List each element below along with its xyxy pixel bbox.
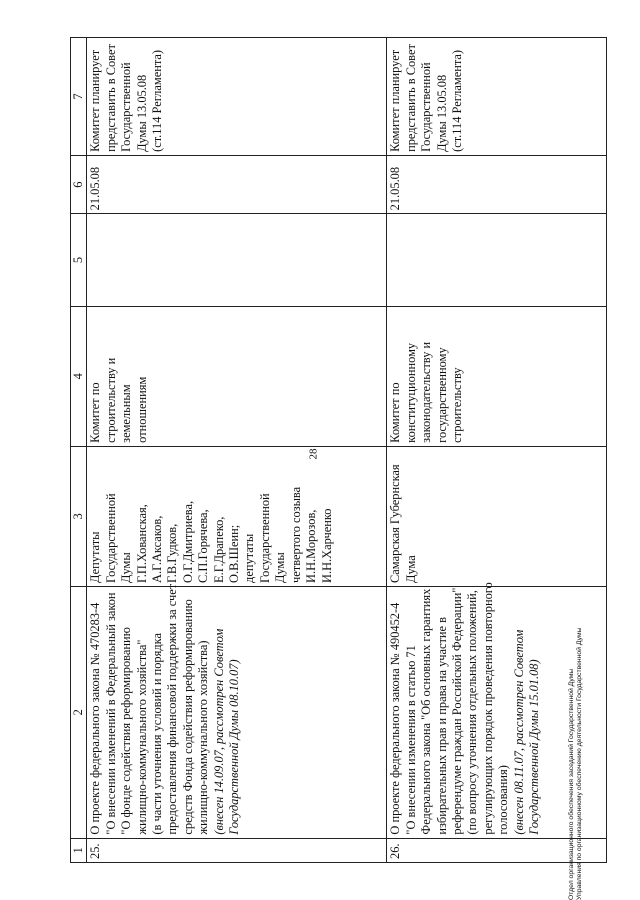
description-line: жилищно-коммунального хозяйства) [196, 640, 211, 835]
author-line: депутаты [242, 533, 257, 583]
committee-line: Комитет по [88, 382, 103, 443]
description-line: О проекте федерального закона № 490452-4 [388, 602, 403, 835]
footer [568, 628, 584, 900]
header-col-3: 3 [71, 446, 87, 586]
committee-line: земельным [119, 384, 134, 443]
description-line: средств Фонда содействия реформированию [180, 599, 195, 835]
author-line: Думы [273, 552, 288, 583]
bill-note-line: Государственной Думы 08.10.07) [227, 659, 242, 835]
plan-line: (ст.114 Регламента) [150, 49, 165, 152]
author-line: Дума [403, 555, 418, 583]
description-line: "О внесении изменений в Федеральный закон [103, 592, 118, 835]
footer-line-2: Управления по организационному обеспечению деятельности Государственной Думы [576, 627, 583, 900]
date-cell: 21.05.08 [387, 155, 607, 213]
description-line: регулирующих порядок проведения повторного [480, 582, 495, 835]
author-line: четвертого созыва [288, 486, 303, 583]
committee-line: строительству и [103, 357, 118, 443]
description-line: "О фонде содействия реформированию [119, 627, 134, 835]
description-line: "О внесении изменения в статью 71 [403, 645, 418, 835]
header-col-7: 7 [71, 38, 87, 156]
plan-cell [87, 38, 387, 156]
author-line: Депутаты [88, 531, 103, 583]
header-col-2: 2 [71, 586, 87, 838]
description-line: Федерального закона "Об основных гарантиях [419, 588, 434, 835]
header-col-4: 4 [71, 306, 87, 446]
committee-line: конституционному [403, 342, 418, 443]
author-line: О.В.Шеин; [227, 524, 242, 583]
bill-note-line: (внесен 08.11.07, рассмотрен Советом [511, 629, 526, 835]
author-line: Государственной [103, 493, 118, 583]
description-line: избирательных прав и права на участие в [434, 617, 449, 835]
plan-line: Государственной [119, 62, 134, 152]
author-line: Е.Г.Драпеко, [211, 516, 226, 583]
description-line: О проекте федерального закона № 470283-4 [88, 602, 103, 835]
author-line: И.Н.Харченко [319, 508, 334, 583]
plan-line: Комитет планирует [388, 49, 403, 152]
author-line: С.П.Горячева, [196, 509, 211, 583]
author-line: Государственной [257, 493, 272, 583]
responsible-committee [387, 306, 607, 446]
author-line: И.Н.Морозов, [304, 509, 319, 583]
author-line: А.Г.Аксаков, [150, 515, 165, 583]
author-line: Самарская Губернская [388, 464, 403, 583]
bill-note-line: Государственной Думы 15.01.08) [527, 659, 542, 835]
author-line: Думы [119, 552, 134, 583]
header-col-1: 1 [71, 838, 87, 862]
plan-line: Государственной [419, 62, 434, 152]
description-line: (по вопросу уточнения отдельных положений, [465, 590, 480, 835]
author-line: Г.П.Хованская, [134, 504, 149, 583]
bill-authors [87, 446, 387, 586]
column-5-cell [387, 214, 607, 306]
table-row [87, 38, 387, 863]
description-line: (в части уточнения условий и порядка [150, 633, 165, 835]
description-line: референдуме граждан Российской Федерации" [450, 587, 465, 835]
bill-authors [387, 446, 607, 586]
committee-line: Комитет по [388, 382, 403, 443]
responsible-committee [87, 306, 387, 446]
rotated-page [70, 37, 614, 863]
description-line: жилищно-коммунального хозяйства" [134, 639, 149, 835]
plan-cell [387, 38, 607, 156]
column-5-cell [87, 214, 387, 306]
plan-line: (ст.114 Регламента) [450, 49, 465, 152]
page-number: 28 [307, 448, 320, 460]
table-header-row [71, 38, 87, 863]
bills-table [70, 37, 607, 863]
plan-line: Думы 13.05.08 [134, 74, 149, 152]
bill-note-line: (внесен 14.09.07, рассмотрен Советом [211, 628, 226, 835]
author-line: О.Г.Дмитриева, [180, 500, 195, 583]
plan-line: представить в Совет [403, 44, 418, 152]
plan-line: Комитет планирует [88, 49, 103, 152]
footer-line-1: Отдел организационного обеспечения заседаний Государственной Думы [568, 668, 575, 900]
description-line: предоставления финансовой поддержки за счет [165, 583, 180, 835]
bill-description [87, 583, 387, 838]
committee-line: законодательству и [419, 341, 434, 443]
header-col-5: 5 [71, 214, 87, 306]
row-number: 25. [87, 838, 387, 862]
date-cell: 21.05.08 [87, 155, 387, 213]
plan-line: представить в Совет [103, 44, 118, 152]
row-number: 26. [387, 838, 607, 862]
author-line: Г.В.Гудков, [165, 523, 180, 583]
description-line: голосования) [496, 765, 511, 835]
header-col-6: 6 [71, 155, 87, 213]
committee-line: строительству [450, 367, 465, 443]
committee-line: отношениям [134, 376, 149, 443]
committee-line: государственному [434, 347, 449, 443]
plan-line: Думы 13.05.08 [434, 74, 449, 152]
